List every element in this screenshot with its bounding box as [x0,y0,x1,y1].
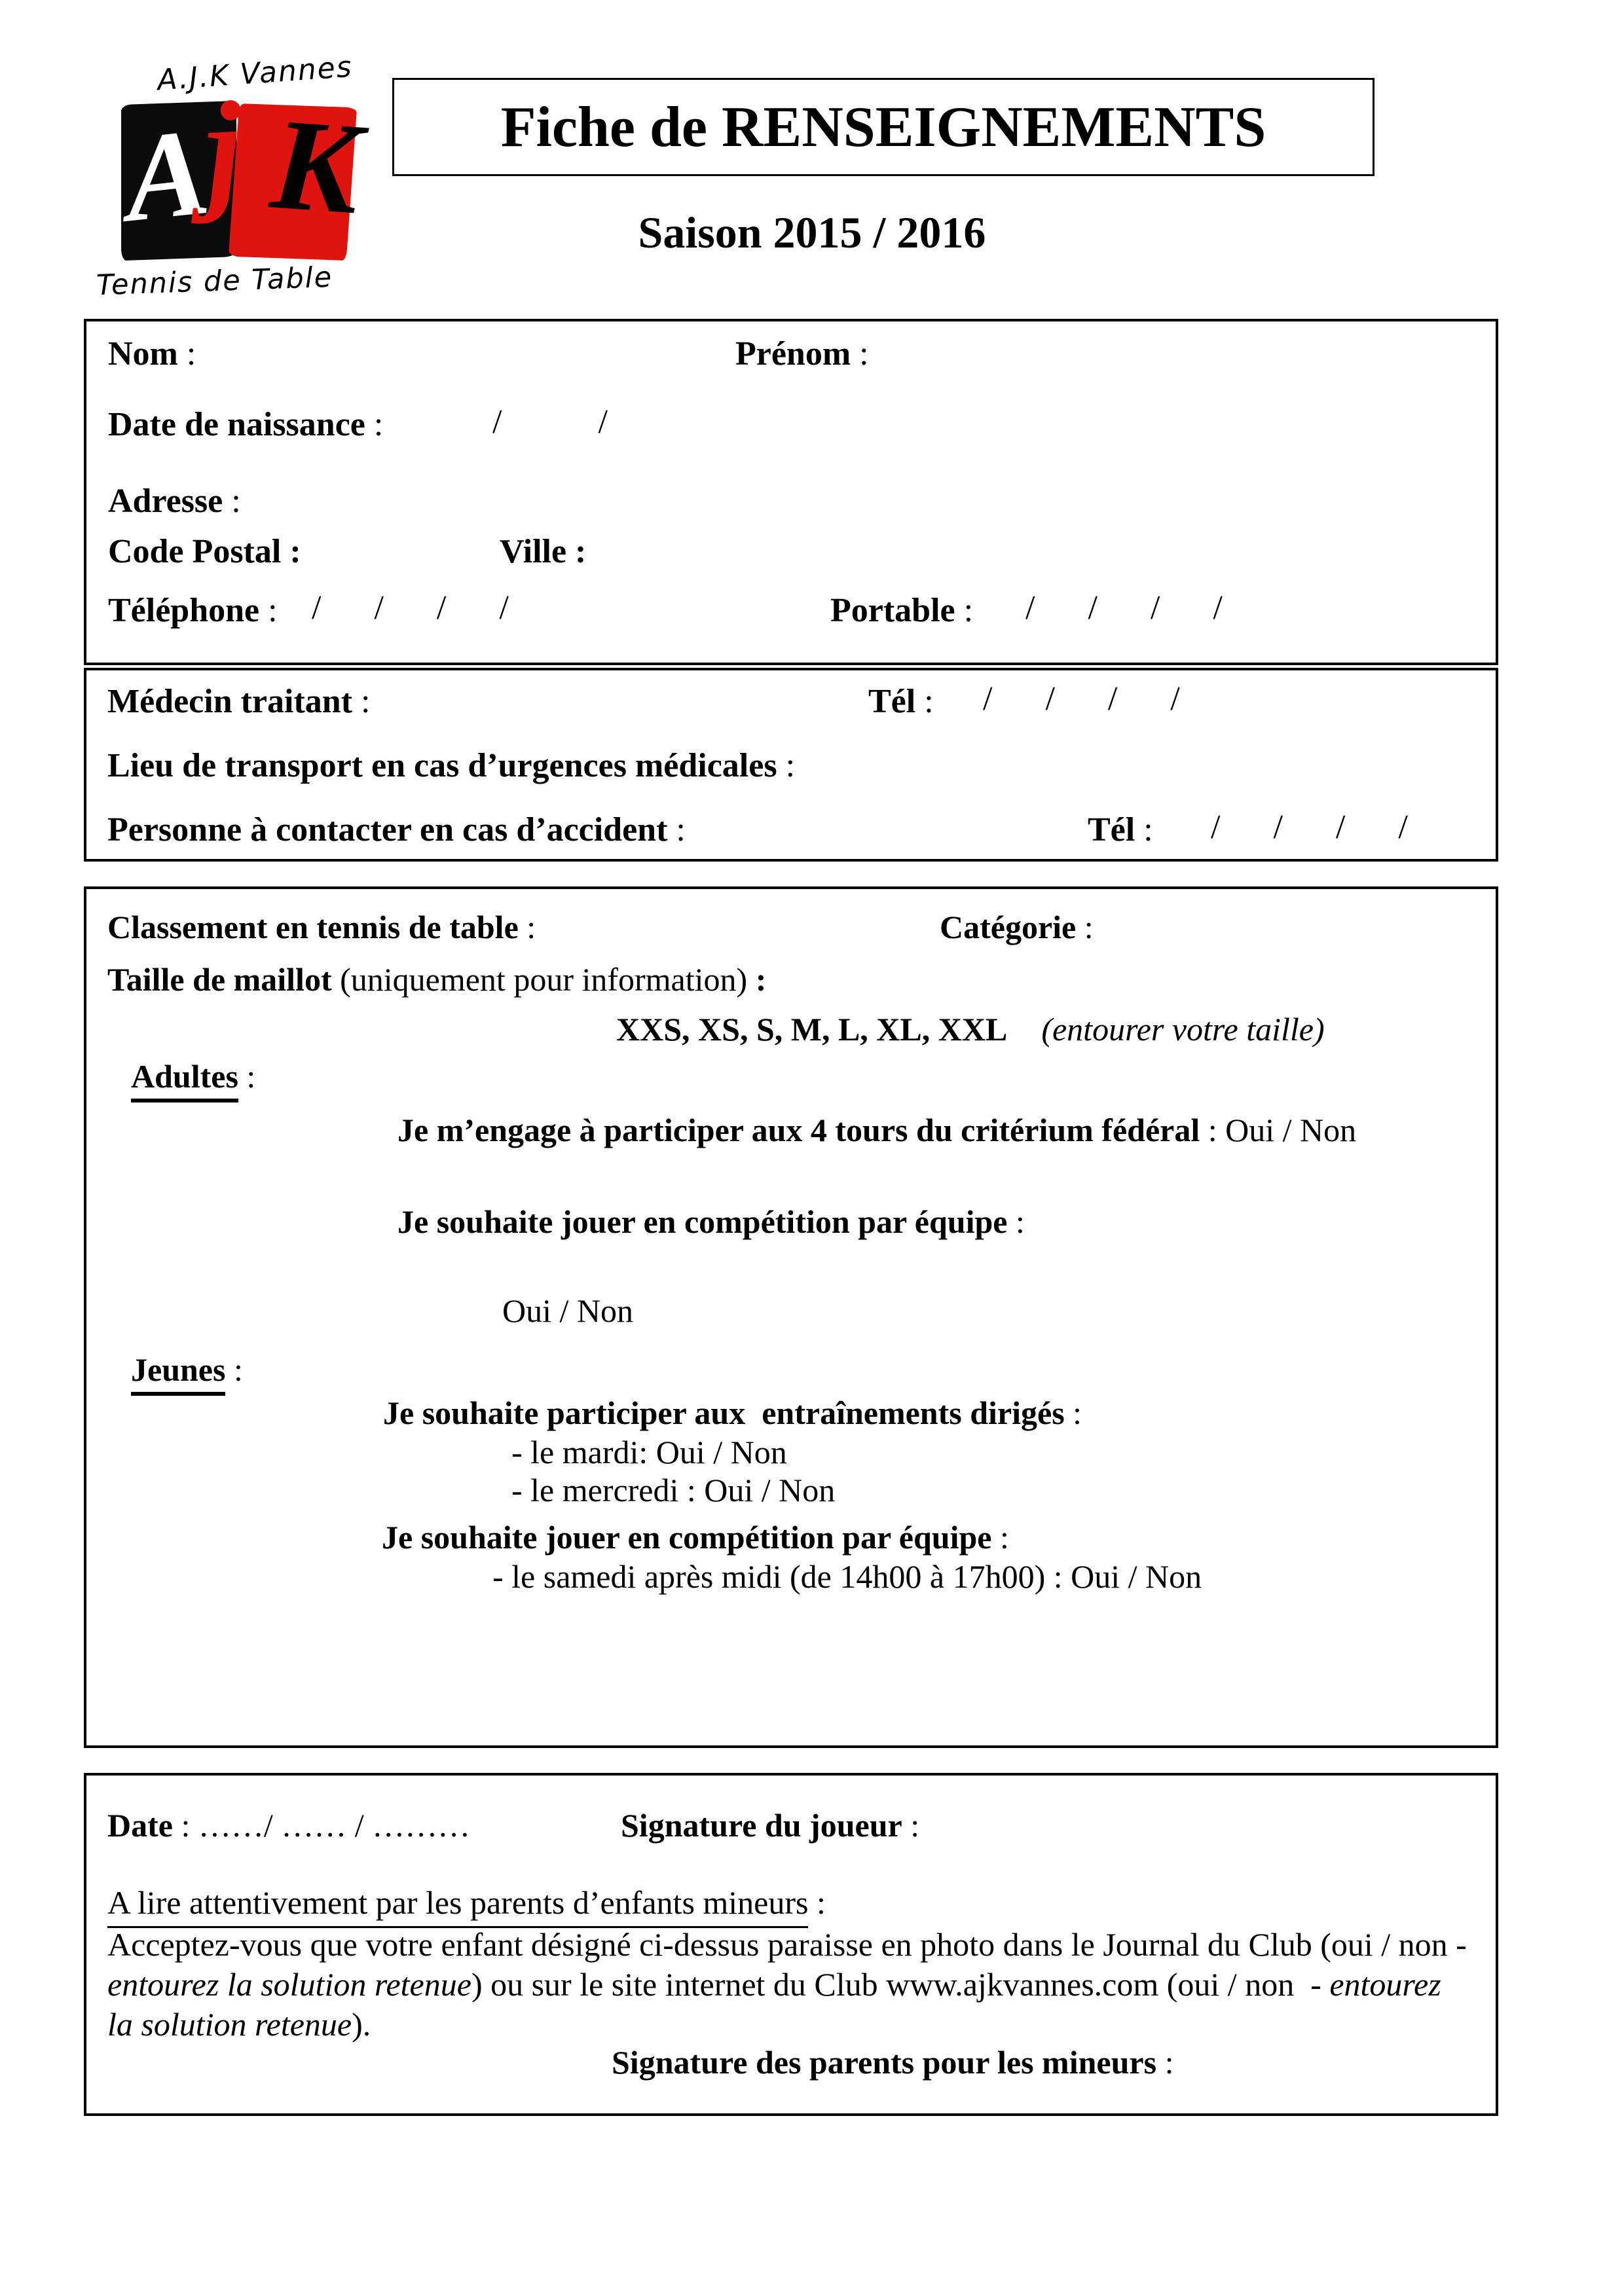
field-signature-parents [612,2044,1173,2082]
sig-joueur-colon: : [902,1807,920,1844]
signature-box [84,1773,1498,2116]
categorie-colon: : [1076,909,1094,945]
portable-colon: : [955,592,974,629]
season-subtitle: Saison 2015 / 2016 [638,208,986,257]
sig-parents-colon: : [1156,2044,1174,2081]
telephone-slashes: / / / / [312,589,509,627]
logo-letter-j: j [201,73,246,225]
date-dots: ……/ …… / ……… [198,1807,471,1844]
dob-slashes: / / [492,403,608,441]
field-taille-maillot [107,961,766,999]
code-postal-label: Code Postal : [108,533,301,570]
lieu-colon: : [777,747,796,784]
adresse-label: Adresse [108,483,223,520]
portable-slashes: / / / / [1025,589,1223,627]
identity-box [84,319,1498,665]
personne-colon: : [667,811,686,848]
nom-colon: : [177,335,196,373]
field-signature-joueur [621,1807,919,1845]
equipe-adultes-colon: : [1007,1203,1025,1240]
logo-letter-a: A [118,102,215,249]
consent-line-1: Acceptez-vous que votre enfant désigné ci-dessus paraisse en photo dans le Journal du Club (oui / non - [107,1926,1467,1963]
field-equipe-adultes [397,1203,1025,1241]
telephone-colon: : [259,592,278,629]
tel1-label: Tél [868,683,916,720]
medical-box [84,668,1498,862]
option-mardi: - le mardi: Oui / Non [511,1434,787,1470]
field-equipe-jeunes [382,1519,1009,1557]
section-adultes [131,1058,255,1102]
prenom-colon: : [851,335,869,373]
option-mercredi: - le mercredi : Oui / Non [511,1472,836,1508]
field-tel1 [868,682,934,721]
jeunes-colon: : [225,1351,243,1388]
medecin-colon: : [352,683,371,720]
page-title: Fiche de RENSEIGNEMENTS [500,95,1266,159]
consent-italic-1: entourez la solution retenue [107,1966,471,2003]
dob-colon: : [365,406,384,443]
notice-mineurs [107,1884,826,1928]
lieu-label: Lieu de transport en cas d’urgences médicales [107,747,777,784]
club-logo [56,50,383,318]
prenom-label: Prénom [735,335,851,373]
dob-label: Date de naissance [108,406,365,443]
taille-colon: : [747,961,767,998]
oui-non-adultes: Oui / Non [502,1292,633,1329]
sig-joueur-label: Signature du joueur [621,1807,902,1844]
engage-label: Je m’engage à participer aux 4 tours du critérium fédéral [397,1112,1200,1148]
consent-normal-2: ) ou sur le site internet du Club www.ajkvannes.com (oui / non - [471,1966,1330,2003]
tel1-colon: : [915,683,934,720]
entrainements-label: Je souhaite participer aux entraînements dirigés [383,1394,1065,1431]
tel1-slashes: / / / / [983,680,1180,718]
tel2-slashes: / / / / [1211,809,1408,846]
field-personne-contact [107,811,686,850]
field-date [107,1807,470,1845]
date-label: Date [107,1807,173,1844]
classement-colon: : [518,909,536,945]
consent-italic-2: entourez [1329,1966,1441,2003]
notice-colon: : [808,1884,826,1921]
field-lieu-transport [107,746,795,786]
sig-parents-label: Signature des parents pour les mineurs [612,2044,1157,2081]
classement-label: Classement en tennis de table [107,909,519,945]
medecin-label: Médecin traitant [107,683,353,720]
personne-label: Personne à contacter en cas d’accident [107,811,668,848]
field-telephone [108,591,278,630]
tel2-label: Tél [1088,811,1135,848]
field-categorie [940,909,1094,947]
jeunes-label: Jeunes [131,1351,225,1396]
field-nom [108,335,196,374]
title-box [392,78,1375,176]
equipe-adultes-label: Je souhaite jouer en compétition par équipe [397,1203,1008,1240]
categorie-label: Catégorie [940,909,1077,945]
sizes-note: (entourer votre taille) [1041,1011,1325,1048]
ville-label: Ville : [500,533,587,570]
field-adresse [108,482,241,521]
sizes-list: XXS, XS, S, M, L, XL, XXL [616,1011,1008,1048]
entrainements-colon: : [1064,1394,1082,1431]
consent-line-3 [107,2006,371,2044]
notice-text: A lire attentivement par les parents d’enfants mineurs [107,1884,808,1928]
taille-paren: (uniquement pour information) [331,961,748,998]
field-tel2 [1088,811,1153,850]
sizes-row [616,1011,1325,1049]
adultes-colon: : [238,1058,256,1095]
nom-label: Nom [108,335,178,373]
engage-suffix: : Oui / Non [1200,1112,1357,1148]
consent-line-2 [107,1966,1441,2004]
date-colon: : [172,1807,198,1844]
telephone-label: Téléphone [108,592,260,629]
field-portable [830,591,973,630]
field-classement [107,909,536,947]
consent-italic-3: la solution retenue [107,2006,352,2043]
field-medecin [107,682,370,721]
field-date-naissance [108,405,383,445]
field-criterium [397,1112,1356,1150]
equipe-jeunes-label: Je souhaite jouer en compétition par équipe [382,1519,992,1556]
club-name-text: A.J.K Vannes [156,50,354,98]
portable-label: Portable [830,592,955,629]
consent-normal-3: ). [352,2006,371,2043]
club-box [84,886,1498,1748]
field-entrainements [383,1394,1082,1432]
adultes-label: Adultes [131,1058,238,1102]
adresse-colon: : [223,483,241,520]
equipe-jeunes-colon: : [991,1519,1009,1556]
logo-letter-k: K [267,91,364,242]
section-jeunes [131,1351,243,1396]
option-samedi: - le samedi après midi (de 14h00 à 17h00) : Oui / Non [492,1558,1202,1595]
tel2-colon: : [1135,811,1153,848]
field-prenom [735,335,869,374]
taille-label: Taille de maillot [107,961,332,998]
club-sport-text: Tennis de Table [96,261,333,302]
